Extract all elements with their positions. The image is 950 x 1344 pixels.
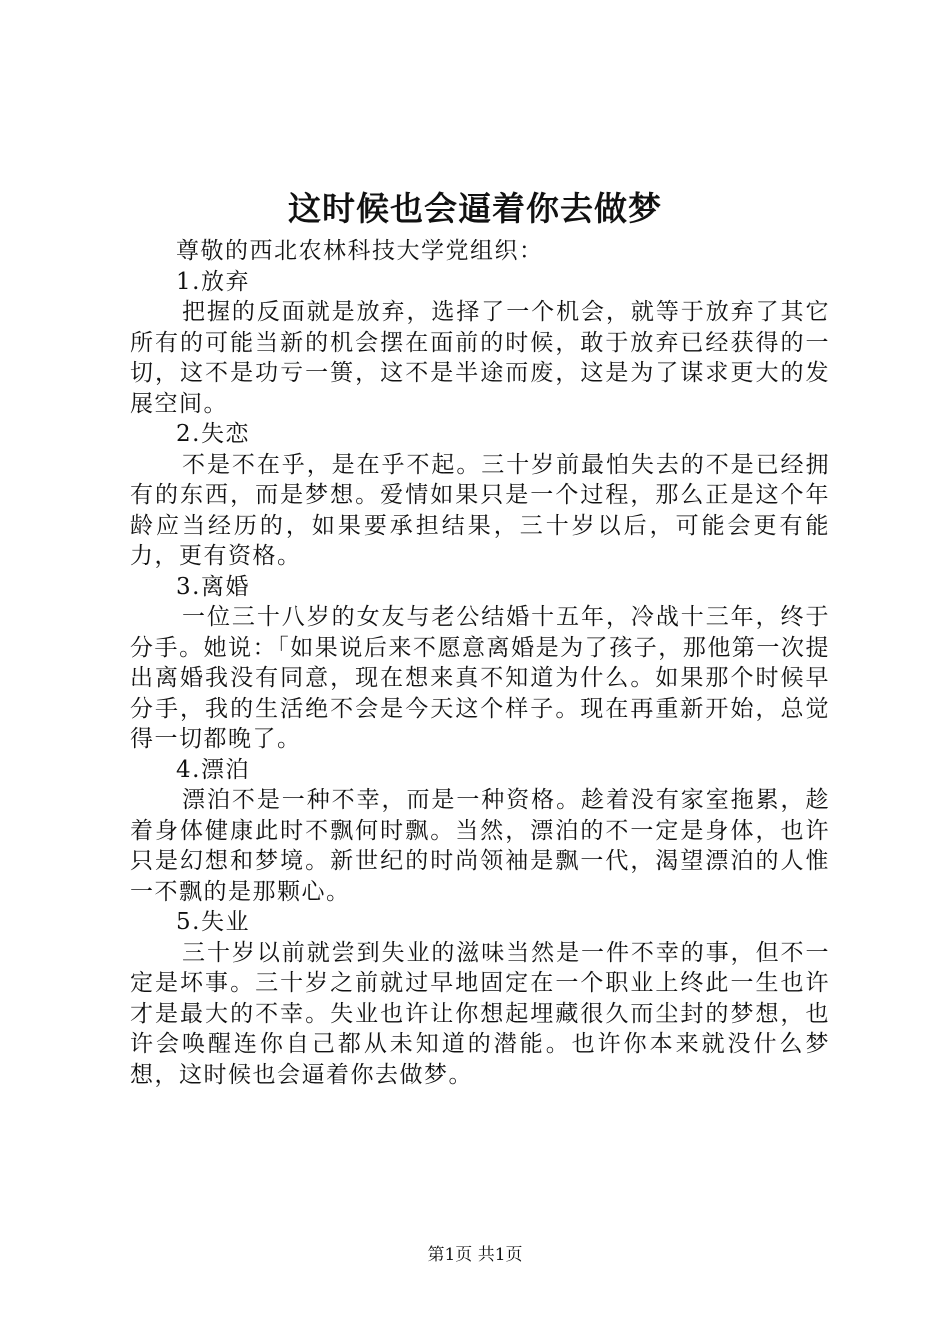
section-heading: 1.放弃 [176, 268, 250, 295]
page-footer: 第1页 共1页 [427, 1245, 523, 1265]
section-paragraph: 三十岁以前就尝到失业的滋味当然是一件不幸的事，但不一定是坏事。三十岁之前就过早地固定在一个职业上终此一生也许才是最大的不幸。失业也许让你想起埋藏很久而尘封的梦想，也许会唤醒连你自己都从未知道的潜能。也许你本来就没什么梦想，这时候也会逼着你去做梦。 [130, 939, 830, 1088]
section-heading: 2.失恋 [176, 421, 250, 447]
section-heading: 3.离婚 [176, 573, 250, 600]
document-title: 这时候也会逼着你去做梦 [288, 189, 662, 228]
section-paragraph: 不是不在乎，是在乎不起。三十岁前最怕失去的不是已经拥有的东西，而是梦想。爱情如果只是一个过程，那么正是这个年龄应当经历的，如果要承担结果，三十岁以后，可能会更有能力，更有资格。 [130, 451, 830, 569]
document-body [130, 236, 830, 1090]
section-paragraph: 把握的反面就是放弃，选择了一个机会，就等于放弃了其它所有的可能当新的机会摆在面前的时候，敢于放弃已经获得的一切，这不是功亏一篑，这不是半途而废，这是为了谋求更大的发展空间。 [130, 299, 830, 417]
salutation: 尊敬的西北农林科技大学党组织： [176, 238, 544, 264]
section-heading: 5.失业 [176, 909, 250, 935]
section-paragraph: 漂泊不是一种不幸，而是一种资格。趁着没有家室拖累，趁着身体健康此时不飘何时飘。当然，漂泊的不一定是身体，也许只是幻想和梦境。新世纪的时尚领袖是飘一代，渴望漂泊的人惟一不飘的是那颗心。 [130, 787, 830, 905]
section-paragraph: 一位三十八岁的女友与老公结婚十五年，冷战十三年，终于分手。她说：「如果说后来不愿意离婚是为了孩子，那他第一次提出离婚我没有同意，现在想来真不知道为什么。如果那个时候早分手，我的生活绝不会是今天这个样子。现在再重新开始，总觉得一切都晚了。 [130, 604, 830, 752]
section-heading: 4.漂泊 [176, 756, 250, 783]
